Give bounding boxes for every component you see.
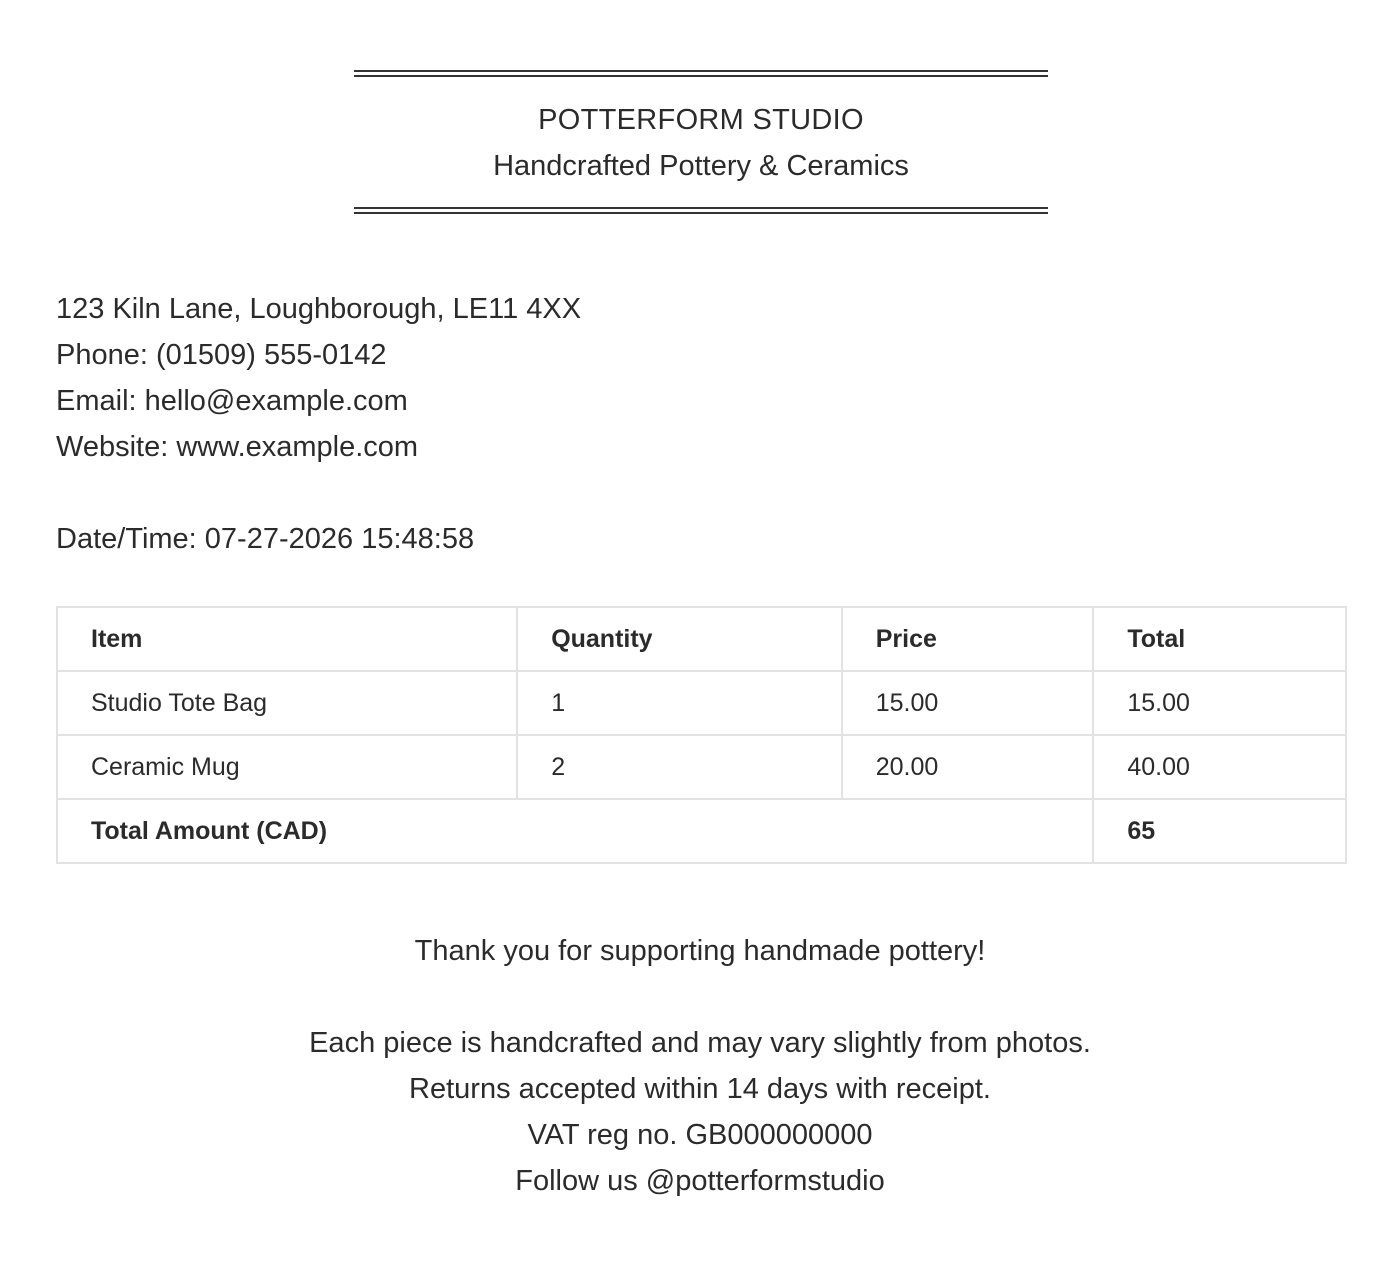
header-top-rule [354, 70, 1048, 77]
table-row [57, 735, 1346, 799]
item-quantity: 1 [517, 671, 842, 735]
item-name: Studio Tote Bag [57, 671, 517, 735]
footer-note-returns: Returns accepted within 14 days with receipt. [409, 1073, 991, 1105]
shop-name: POTTERFORM STUDIO [538, 104, 864, 136]
item-price: 15.00 [842, 671, 1094, 735]
header-bottom-rule [354, 207, 1048, 214]
column-header-price: Price [842, 607, 1094, 671]
total-amount-label: Total Amount (CAD) [57, 799, 1093, 863]
column-header-total: Total [1093, 607, 1346, 671]
phone-line: Phone: (01509) 555-0142 [56, 339, 387, 371]
receipt-header [354, 70, 1048, 214]
item-name: Ceramic Mug [57, 735, 517, 799]
table-row [57, 671, 1346, 735]
column-header-quantity: Quantity [517, 607, 842, 671]
footer-note-handcrafted: Each piece is handcrafted and may vary slightly from photos. [309, 1027, 1091, 1059]
footer-note-vat: VAT reg no. GB000000000 [527, 1119, 873, 1151]
item-total: 15.00 [1093, 671, 1346, 735]
column-header-item: Item [57, 607, 517, 671]
transaction-datetime: Date/Time: 07-27-2026 15:48:58 [56, 523, 475, 555]
shop-tagline: Handcrafted Pottery & Ceramics [493, 150, 909, 182]
item-total: 40.00 [1093, 735, 1346, 799]
total-amount-value: 65 [1093, 799, 1346, 863]
items-table [56, 606, 1347, 864]
footer-note-social: Follow us @potterformstudio [515, 1165, 885, 1197]
item-quantity: 2 [517, 735, 842, 799]
table-header-row [57, 607, 1346, 671]
website-line: Website: www.example.com [56, 431, 419, 463]
receipt-footer [0, 928, 1400, 1204]
total-row [57, 799, 1346, 863]
contact-block [56, 286, 581, 470]
item-price: 20.00 [842, 735, 1094, 799]
address-line: 123 Kiln Lane, Loughborough, LE11 4XX [56, 293, 582, 325]
email-line: Email: hello@example.com [56, 385, 408, 417]
thank-you-message: Thank you for supporting handmade pottery! [414, 935, 986, 967]
